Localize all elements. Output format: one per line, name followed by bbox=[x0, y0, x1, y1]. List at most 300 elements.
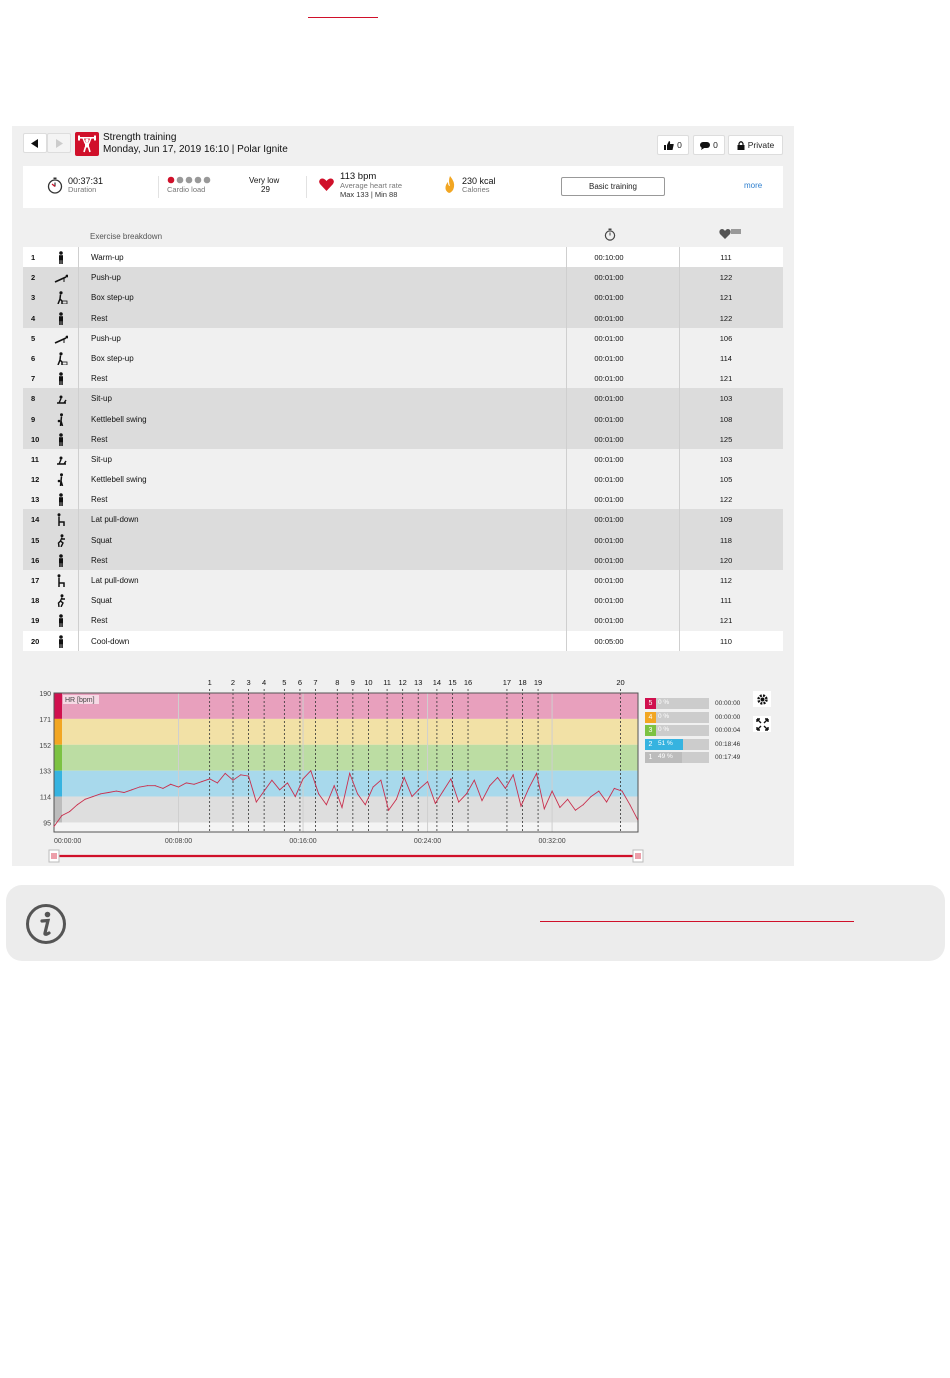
table-row[interactable] bbox=[23, 509, 783, 529]
exercise-avg-hr: 121 bbox=[719, 374, 733, 384]
hr-point bbox=[124, 792, 125, 793]
table-row[interactable] bbox=[23, 469, 783, 489]
hr-point bbox=[61, 815, 62, 816]
hr-point bbox=[544, 808, 545, 809]
column-divider bbox=[78, 610, 79, 630]
lock-icon bbox=[737, 141, 745, 150]
hr-point bbox=[108, 792, 109, 793]
column-divider bbox=[679, 590, 680, 610]
table-row[interactable] bbox=[23, 348, 783, 368]
column-divider bbox=[78, 368, 79, 388]
column-divider bbox=[566, 368, 567, 388]
table-row[interactable] bbox=[23, 308, 783, 328]
exercise-avg-hr: 121 bbox=[719, 293, 733, 303]
header-bar bbox=[12, 126, 794, 162]
forward-button[interactable] bbox=[47, 133, 71, 153]
column-divider bbox=[78, 409, 79, 429]
row-number: 20 bbox=[31, 636, 40, 646]
hr-point bbox=[69, 811, 70, 812]
table-row[interactable] bbox=[23, 530, 783, 550]
table-row[interactable] bbox=[23, 449, 783, 469]
hr-point bbox=[155, 785, 156, 786]
row-number: 1 bbox=[31, 253, 36, 262]
table-row[interactable] bbox=[23, 429, 783, 449]
exercise-name: Box step-up bbox=[91, 353, 134, 363]
exercise-avg-hr: 122 bbox=[719, 495, 733, 505]
exercise-name: Lat pull-down bbox=[91, 576, 139, 585]
exercise-name: Sit-up bbox=[91, 394, 112, 404]
step-up-icon bbox=[54, 352, 68, 365]
zone-number: 5 bbox=[645, 698, 656, 709]
exercise-name: Rest bbox=[91, 616, 108, 626]
hr-point bbox=[583, 804, 584, 805]
zone-marker-5 bbox=[54, 693, 62, 719]
hr-point bbox=[590, 796, 591, 797]
zone-number: 3 bbox=[645, 725, 656, 736]
column-divider bbox=[679, 328, 680, 348]
column-divider bbox=[78, 287, 79, 307]
hr-point bbox=[520, 806, 521, 807]
hr-point bbox=[396, 799, 397, 800]
exercise-breakdown-heading: Exercise breakdown bbox=[90, 232, 163, 241]
thumbs-up-icon bbox=[664, 141, 674, 150]
column-divider bbox=[679, 287, 680, 307]
settings-gear-icon bbox=[756, 693, 769, 706]
exercise-marker-label: 7 bbox=[313, 678, 318, 687]
exercise-name: Warm-up bbox=[91, 253, 124, 262]
column-divider bbox=[566, 247, 567, 267]
exercise-duration: 00:01:00 bbox=[594, 495, 624, 505]
chart-fullscreen-button[interactable] bbox=[753, 716, 771, 732]
info-link-underline[interactable] bbox=[540, 921, 854, 922]
column-divider bbox=[566, 530, 567, 550]
column-divider bbox=[566, 267, 567, 287]
hr-point bbox=[606, 802, 607, 803]
x-tick-label: 00:32:00 bbox=[538, 838, 566, 845]
duration-stopwatch-icon bbox=[47, 177, 63, 194]
standing-person-icon bbox=[54, 251, 68, 264]
hr-point bbox=[131, 789, 132, 790]
heart-icon bbox=[319, 178, 334, 191]
exercise-marker-label: 17 bbox=[502, 678, 512, 687]
exercise-avg-hr: 103 bbox=[719, 454, 733, 464]
zone-time: 00:17:49 bbox=[715, 754, 741, 761]
hr-point bbox=[474, 780, 475, 781]
zone-row-1 bbox=[645, 752, 709, 763]
column-divider bbox=[78, 489, 79, 509]
table-row[interactable] bbox=[23, 489, 783, 509]
calories-label: Calories bbox=[462, 185, 490, 194]
exercise-marker-label: 13 bbox=[414, 678, 423, 687]
column-divider bbox=[78, 388, 79, 408]
y-tick-label: 190 bbox=[39, 691, 51, 698]
weightlifting-icon bbox=[78, 135, 96, 153]
exercise-marker-label: 1 bbox=[207, 678, 212, 687]
column-divider bbox=[679, 469, 680, 489]
hr-point bbox=[303, 778, 304, 779]
exercise-avg-hr: 111 bbox=[720, 253, 732, 262]
row-number: 3 bbox=[31, 293, 36, 303]
exercise-duration: 00:01:00 bbox=[594, 515, 624, 525]
hr-point bbox=[170, 784, 171, 785]
zone-number: 4 bbox=[645, 712, 656, 723]
table-row[interactable] bbox=[23, 368, 783, 388]
hr-point bbox=[349, 773, 350, 774]
hr-point bbox=[287, 782, 288, 783]
column-divider bbox=[566, 570, 567, 590]
hr-point bbox=[209, 778, 210, 779]
push-up-icon bbox=[54, 271, 68, 284]
exercise-marker-label: 15 bbox=[448, 678, 457, 687]
column-divider bbox=[679, 530, 680, 550]
hr-point bbox=[264, 791, 265, 792]
exercise-marker-label: 11 bbox=[383, 678, 391, 687]
column-divider bbox=[78, 449, 79, 469]
info-icon bbox=[25, 903, 67, 945]
row-number: 12 bbox=[31, 475, 40, 485]
exercise-marker-label: 9 bbox=[350, 678, 355, 687]
hr-point bbox=[489, 785, 490, 786]
y-tick-label: 114 bbox=[39, 794, 51, 802]
column-divider bbox=[679, 409, 680, 429]
training-summary-screenshot bbox=[12, 126, 794, 866]
comment-count: 0 bbox=[713, 140, 718, 150]
column-divider bbox=[78, 267, 79, 287]
column-divider bbox=[679, 509, 680, 529]
zone-number: 2 bbox=[645, 739, 656, 750]
chart-settings-button[interactable] bbox=[753, 691, 771, 707]
stopwatch-icon bbox=[604, 228, 616, 241]
hr-point bbox=[178, 787, 179, 788]
hr-point bbox=[598, 791, 599, 792]
column-divider bbox=[566, 550, 567, 570]
exercise-duration: 00:01:00 bbox=[594, 374, 624, 384]
exercise-duration: 00:01:00 bbox=[594, 454, 624, 464]
row-number: 10 bbox=[31, 434, 40, 444]
y-tick-label: 152 bbox=[39, 742, 51, 750]
table-row[interactable] bbox=[23, 247, 783, 267]
column-divider bbox=[78, 509, 79, 529]
divider bbox=[306, 176, 307, 198]
exercise-name: Cool-down bbox=[91, 636, 130, 646]
hr-point bbox=[559, 807, 560, 808]
exercise-duration: 00:01:00 bbox=[594, 293, 624, 303]
x-tick-label: 00:08:00 bbox=[164, 838, 193, 845]
hr-point bbox=[194, 784, 195, 785]
zone-row-3 bbox=[645, 725, 709, 736]
column-divider bbox=[566, 509, 567, 529]
hr-point bbox=[373, 787, 374, 788]
exercise-duration: 00:01:00 bbox=[594, 394, 624, 404]
zone-time: 00:18:46 bbox=[715, 740, 741, 748]
standing-person-icon bbox=[54, 372, 68, 385]
hr-point bbox=[116, 791, 117, 792]
exercise-avg-hr: 118 bbox=[720, 535, 732, 545]
row-number: 6 bbox=[31, 353, 36, 363]
cardio-load-dots bbox=[167, 176, 213, 184]
exercise-name: Sit-up bbox=[91, 454, 112, 464]
hr-point bbox=[622, 791, 623, 792]
exercise-name: Rest bbox=[91, 374, 108, 384]
hr-point bbox=[435, 803, 436, 804]
row-number: 17 bbox=[31, 576, 40, 585]
column-divider bbox=[566, 409, 567, 429]
hr-point bbox=[458, 802, 459, 803]
hr-point bbox=[482, 800, 483, 801]
hr-point bbox=[201, 781, 202, 782]
exercise-duration: 00:01:00 bbox=[594, 313, 624, 323]
zone-percent: 49 % bbox=[658, 753, 673, 760]
hr-point bbox=[341, 807, 342, 808]
back-arrow-icon bbox=[31, 139, 39, 148]
exercise-avg-hr: 114 bbox=[720, 353, 732, 363]
zone-marker-4 bbox=[54, 719, 62, 745]
column-divider bbox=[679, 550, 680, 570]
hr-point bbox=[450, 778, 451, 779]
exercise-duration: 00:01:00 bbox=[594, 535, 624, 545]
zone-marker-3 bbox=[54, 745, 62, 771]
x-tick-label: 00:00:00 bbox=[54, 838, 82, 845]
avg-hr-label: Average heart rate bbox=[340, 181, 402, 190]
exercise-avg-hr: 125 bbox=[719, 434, 733, 444]
column-divider bbox=[78, 590, 79, 610]
exercise-duration: 00:01:00 bbox=[594, 596, 624, 606]
column-divider bbox=[78, 247, 79, 267]
column-divider bbox=[78, 550, 79, 570]
hr-point bbox=[567, 799, 568, 800]
sit-up-icon bbox=[54, 392, 68, 405]
column-divider bbox=[679, 429, 680, 449]
hr-point bbox=[443, 791, 444, 792]
exercise-table-header bbox=[23, 226, 783, 246]
column-divider bbox=[566, 308, 567, 328]
zone-time: 00:00:04 bbox=[715, 727, 741, 734]
exercise-avg-hr: 122 bbox=[719, 273, 733, 283]
hr-point bbox=[326, 804, 327, 805]
exercise-name: Kettlebell swing bbox=[91, 414, 147, 424]
table-row[interactable] bbox=[23, 631, 783, 651]
row-number: 14 bbox=[31, 515, 40, 525]
standing-person-icon bbox=[54, 554, 68, 567]
exercise-table bbox=[23, 247, 783, 651]
hr-point bbox=[614, 788, 615, 789]
exercise-marker-label: 14 bbox=[432, 678, 442, 687]
column-divider bbox=[679, 368, 680, 388]
column-divider bbox=[78, 469, 79, 489]
hr-point bbox=[404, 777, 405, 778]
column-divider bbox=[679, 449, 680, 469]
exercise-avg-hr: 108 bbox=[719, 414, 733, 424]
exercise-marker-label: 8 bbox=[335, 678, 340, 687]
exercise-avg-hr: 106 bbox=[719, 333, 733, 343]
hr-point bbox=[54, 826, 55, 827]
row-number: 18 bbox=[31, 596, 40, 606]
kettlebell-icon bbox=[54, 413, 68, 426]
column-divider bbox=[566, 631, 567, 651]
exercise-duration: 00:01:00 bbox=[594, 616, 624, 626]
divider bbox=[158, 176, 159, 198]
hr-point bbox=[629, 804, 630, 805]
exercise-duration: 00:10:00 bbox=[594, 253, 624, 262]
info-note-box bbox=[6, 885, 945, 961]
exercise-name: Squat bbox=[91, 596, 112, 606]
hr-point bbox=[334, 785, 335, 786]
squat-icon bbox=[54, 534, 68, 547]
exercise-marker-label: 12 bbox=[398, 678, 407, 687]
cardio-load-label: Cardio load bbox=[167, 185, 206, 194]
table-row[interactable] bbox=[23, 388, 783, 408]
hr-point bbox=[85, 799, 86, 800]
column-divider bbox=[679, 308, 680, 328]
comment-button[interactable] bbox=[693, 135, 725, 155]
zone-marker-2 bbox=[54, 771, 62, 797]
hr-point bbox=[186, 782, 187, 783]
row-number: 19 bbox=[31, 616, 40, 626]
fullscreen-icon bbox=[756, 718, 769, 731]
row-number: 5 bbox=[31, 333, 36, 343]
hr-point bbox=[225, 773, 226, 774]
table-row[interactable] bbox=[23, 328, 783, 348]
x-tick-label: 00:24:00 bbox=[413, 838, 442, 845]
like-button[interactable] bbox=[657, 135, 689, 155]
exercise-name: Kettlebell swing bbox=[91, 475, 147, 485]
chart-title: HR [bpm] bbox=[65, 697, 95, 704]
table-row[interactable] bbox=[23, 570, 783, 590]
table-row[interactable] bbox=[23, 267, 783, 287]
exercise-duration: 00:01:00 bbox=[594, 434, 624, 444]
column-divider bbox=[78, 530, 79, 550]
row-number: 13 bbox=[31, 495, 40, 505]
hr-point bbox=[318, 793, 319, 794]
y-tick-label: 133 bbox=[39, 768, 51, 776]
exercise-duration: 00:01:00 bbox=[594, 333, 624, 343]
column-divider bbox=[566, 449, 567, 469]
hr-point bbox=[310, 770, 311, 771]
hr-point bbox=[100, 793, 101, 794]
row-number: 8 bbox=[31, 394, 36, 404]
zone-row-2 bbox=[645, 739, 709, 750]
hr-point bbox=[279, 789, 280, 790]
hr-point bbox=[536, 773, 537, 774]
exercise-marker-label: 3 bbox=[246, 678, 251, 687]
column-divider bbox=[679, 489, 680, 509]
column-divider bbox=[679, 570, 680, 590]
exercise-marker-label: 20 bbox=[616, 678, 625, 687]
squat-icon bbox=[54, 594, 68, 607]
exercise-duration: 00:01:00 bbox=[594, 475, 624, 485]
hr-point bbox=[92, 796, 93, 797]
exercise-marker-label: 19 bbox=[533, 678, 543, 687]
row-number: 7 bbox=[31, 374, 36, 384]
hr-point bbox=[256, 802, 257, 803]
standing-person-icon bbox=[54, 493, 68, 506]
zone-percent: 0 % bbox=[658, 699, 670, 706]
exercise-name: Rest bbox=[91, 313, 108, 323]
privacy-button[interactable] bbox=[728, 135, 783, 155]
column-divider bbox=[679, 388, 680, 408]
hr-point bbox=[357, 793, 358, 794]
x-tick-label: 00:16:00 bbox=[289, 838, 317, 845]
hr-point bbox=[271, 780, 272, 781]
exercise-duration: 00:01:00 bbox=[594, 576, 624, 585]
column-divider bbox=[78, 308, 79, 328]
table-row[interactable] bbox=[23, 590, 783, 610]
lat-pull-icon bbox=[54, 513, 68, 526]
exercise-duration: 00:01:00 bbox=[594, 353, 624, 363]
sport-badge bbox=[75, 132, 99, 156]
session-title-block bbox=[103, 132, 288, 156]
cardio-level: Very low bbox=[249, 176, 280, 185]
column-divider bbox=[78, 570, 79, 590]
column-divider bbox=[78, 328, 79, 348]
exercise-duration: 00:01:00 bbox=[594, 555, 624, 565]
column-divider bbox=[78, 631, 79, 651]
table-row[interactable] bbox=[23, 550, 783, 570]
lat-pull-icon bbox=[54, 574, 68, 587]
y-tick-label: 171 bbox=[39, 716, 51, 724]
hr-point bbox=[147, 785, 148, 786]
hr-point bbox=[240, 774, 241, 775]
zone-percent: 51 % bbox=[658, 739, 673, 747]
forward-arrow-icon bbox=[55, 139, 63, 148]
table-row[interactable] bbox=[23, 287, 783, 307]
more-link[interactable]: more bbox=[744, 181, 763, 190]
column-divider bbox=[679, 267, 680, 287]
exercise-name: Rest bbox=[91, 434, 108, 444]
row-number: 4 bbox=[31, 313, 36, 323]
training-type-button[interactable]: Basic training bbox=[561, 177, 665, 196]
column-divider bbox=[679, 348, 680, 368]
exercise-name: Push-up bbox=[91, 333, 121, 343]
standing-person-icon bbox=[54, 312, 68, 325]
zone-percent: 0 % bbox=[658, 726, 670, 733]
column-divider bbox=[566, 429, 567, 449]
exercise-duration: 00:05:00 bbox=[594, 636, 624, 646]
column-divider bbox=[566, 328, 567, 348]
row-number: 9 bbox=[31, 414, 36, 424]
exercise-avg-hr: 121 bbox=[719, 616, 733, 626]
exercise-marker-label: 16 bbox=[463, 678, 473, 687]
hr-point bbox=[139, 787, 140, 788]
hr-point bbox=[365, 804, 366, 805]
table-row[interactable] bbox=[23, 409, 783, 429]
hr-point bbox=[466, 793, 467, 794]
standing-person-icon bbox=[54, 614, 68, 627]
hr-point bbox=[513, 774, 514, 775]
exercise-avg-hr: 109 bbox=[719, 515, 733, 525]
hr-point bbox=[419, 788, 420, 789]
session-title: Strength training bbox=[103, 132, 177, 143]
session-subtitle: Monday, Jun 17, 2019 16:10 | Polar Ignite bbox=[103, 144, 288, 155]
row-number: 15 bbox=[31, 535, 40, 545]
exercise-marker-label: 6 bbox=[297, 678, 303, 687]
duration-label: Duration bbox=[68, 185, 97, 194]
column-divider bbox=[679, 610, 680, 630]
exercise-name: Push-up bbox=[91, 273, 121, 283]
column-divider bbox=[566, 388, 567, 408]
exercise-name: Squat bbox=[91, 535, 112, 545]
exercise-marker-label: 18 bbox=[518, 678, 527, 687]
hr-point bbox=[637, 819, 638, 820]
exercise-marker-label: 4 bbox=[262, 678, 267, 687]
sit-up-icon bbox=[54, 453, 68, 466]
zone-marker-1 bbox=[54, 797, 62, 823]
table-row[interactable] bbox=[23, 610, 783, 630]
column-divider bbox=[566, 348, 567, 368]
hr-point bbox=[575, 810, 576, 811]
back-button[interactable] bbox=[23, 133, 47, 153]
row-number: 2 bbox=[31, 273, 36, 283]
